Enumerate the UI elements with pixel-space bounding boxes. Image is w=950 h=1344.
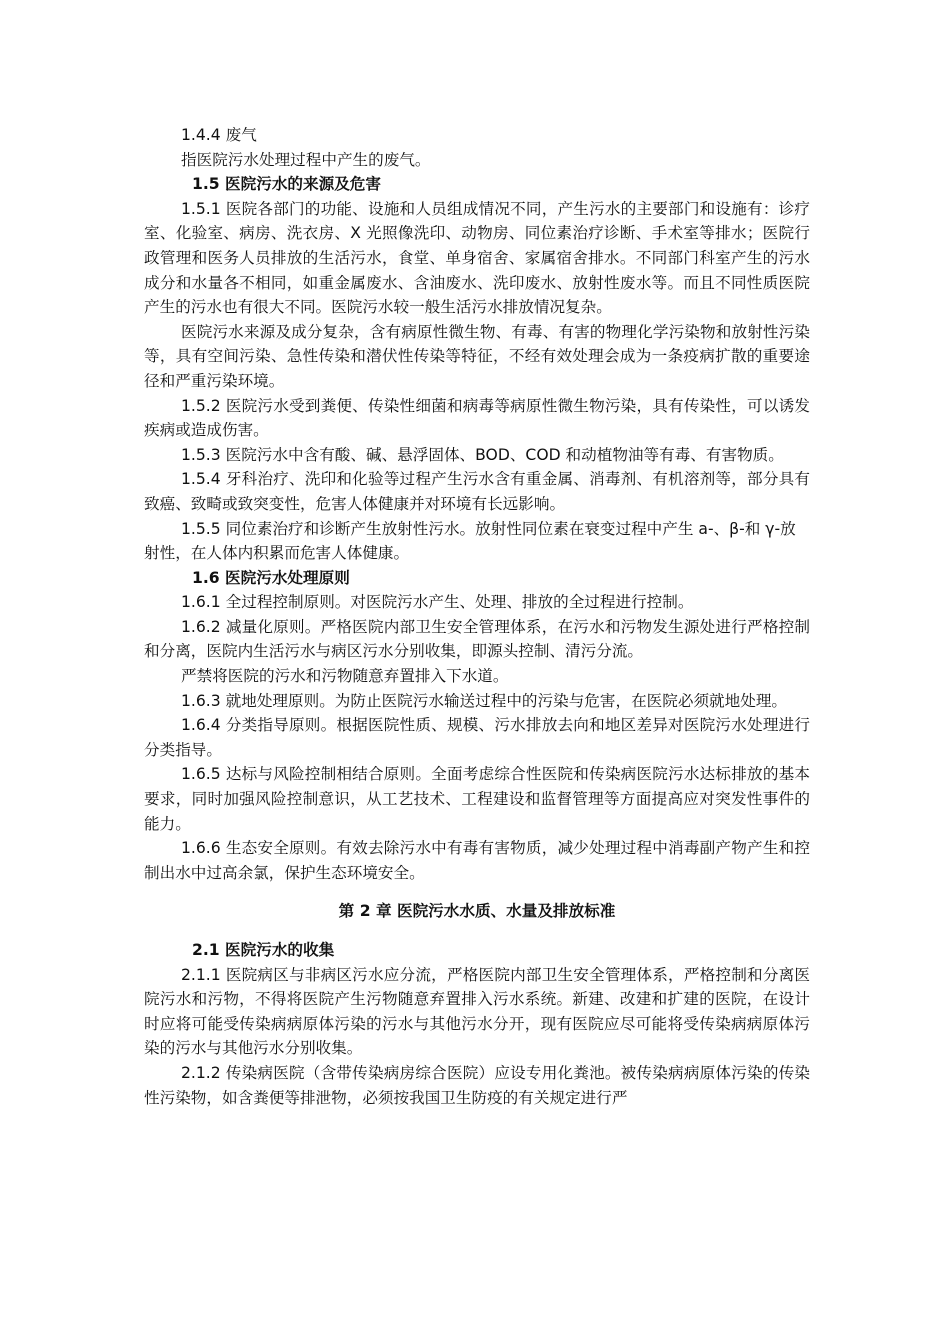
paragraph: 指医院污水处理过程中产生的废气。	[181, 150, 431, 169]
paragraph: 1.5.5 同位素治疗和诊断产生放射性污水。放射性同位素在衰变过程中产生 a-、β-和 γ-放射性，在人体内积累而危害人体健康。	[144, 519, 796, 563]
chapter-heading: 第 2 章 医院污水水质、水量及排放标准	[338, 902, 616, 921]
paragraph: 1.6.4 分类指导原则。根据医院性质、规模、污水排放去向和地区差异对医院污水处理进行分类指导。	[144, 716, 810, 759]
section-heading: 1.5 医院污水的来源及危害	[192, 175, 381, 194]
paragraph: 2.1.1 医院病区与非病区污水应分流，严格医院内部卫生安全管理体系，严格控制和分离医院污水和污物，不得将医院产生污物随意弃置排入污水系统。新建、改建和扩建的医院，在设计时应将可能受传染病病原体污染的污水与其他污水分开，现有医院应尽可能将受传染病病原体污染的污水与其他污水分别收集。	[144, 965, 810, 1058]
paragraph: 1.4.4 废气	[181, 126, 257, 144]
paragraph: 医院污水来源及成分复杂，含有病原性微生物、有毒、有害的物理化学污染物和放射性污染等，具有空间污染、急性传染和潜伏性传染等特征，不经有效处理会成为一条疫病扩散的重要途径和严重污染环境。	[144, 322, 810, 390]
section-heading: 1.6 医院污水处理原则	[192, 568, 350, 587]
paragraph: 1.5.4 牙科治疗、洗印和化验等过程产生污水含有重金属、消毒剂、有机溶剂等，部分具有致癌、致畸或致突变性，危害人体健康并对环境有长远影响。	[144, 470, 810, 513]
paragraph: 严禁将医院的污水和污物随意弃置排入下水道。	[181, 667, 509, 686]
paragraph: 2.1.2 传染病医院（含带传染病房综合医院）应设专用化粪池。被传染病病原体污染的传染性污染物，如含粪便等排泄物，必须按我国卫生防疫的有关规定进行严	[144, 1063, 810, 1107]
paragraph: 1.6.3 就地处理原则。为防止医院污水输送过程中的污染与危害，在医院必须就地处理。	[181, 691, 788, 710]
paragraph: 1.5.1 医院各部门的功能、设施和人员组成情况不同，产生污水的主要部门和设施有：诊疗室、化验室、病房、洗衣房、X 光照像洗印、动物房、同位素治疗诊断、手术室等排水；医院行政管理和医务人员排放的生活污水，食堂、单身宿舍、家属宿舍排水。不同部门科室产生的污水成分和水量各不相同，如重金属废水、含油废水、洗印废水、放射性废水等。而且不同性质医院产生的污水也有很大不同。医院污水较一般生活污水排放情况复杂。	[144, 199, 810, 317]
paragraph: 1.5.2 医院污水受到粪便、传染性细菌和病毒等病原性微生物污染，具有传染性，可以诱发疾病或造成伤害。	[144, 396, 810, 440]
section-heading: 2.1 医院污水的收集	[192, 941, 335, 959]
paragraph: 1.6.6 生态安全原则。有效去除污水中有毒有害物质，减少处理过程中消毒副产物产生和控制出水中过高余氯，保护生态环境安全。	[144, 839, 810, 882]
document-page	[144, 123, 810, 1110]
paragraph: 1.6.5 达标与风险控制相结合原则。全面考虑综合性医院和传染病医院污水达标排放的基本要求，同时加强风险控制意识，从工艺技术、工程建设和监督管理等方面提高应对突发性事件的能力。	[144, 765, 810, 833]
paragraph: 1.6.2 减量化原则。严格医院内部卫生安全管理体系，在污水和污物发生源处进行严格控制和分离，医院内生活污水与病区污水分别收集，即源头控制、清污分流。	[144, 617, 810, 661]
paragraph: 1.6.1 全过程控制原则。对医院污水产生、处理、排放的全过程进行控制。	[181, 593, 694, 612]
paragraph: 1.5.3 医院污水中含有酸、碱、悬浮固体、BOD、COD 和动植物油等有毒、有害物质。	[181, 445, 784, 464]
